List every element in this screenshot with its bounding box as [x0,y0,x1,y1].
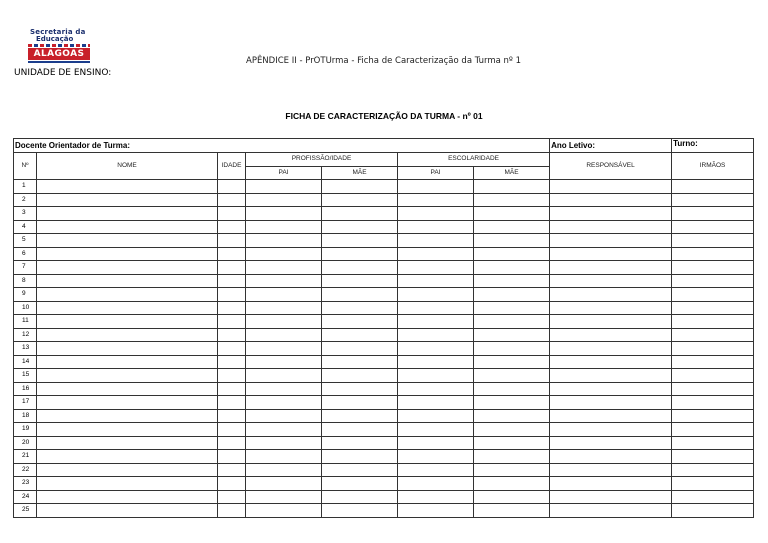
cell-profissao-mae[interactable] [322,423,398,437]
cell-profissao-mae[interactable] [322,369,398,383]
cell-escolaridade-mae[interactable] [474,409,550,423]
page-title: FICHA DE CARACTERIZAÇÃO DA TURMA - nº 01 [285,111,483,121]
cell-irmaos[interactable] [672,369,754,383]
row-number: 21 [14,450,37,464]
table-row [14,504,754,518]
cell-irmaos[interactable] [672,409,754,423]
cell-idade[interactable] [218,288,246,302]
cell-escolaridade-pai[interactable] [398,463,474,477]
cell-irmaos[interactable] [672,193,754,207]
cell-idade[interactable] [218,342,246,356]
row-number: 8 [14,274,37,288]
cell-idade[interactable] [218,382,246,396]
cell-profissao-pai[interactable] [246,423,322,437]
cell-profissao-pai[interactable] [246,409,322,423]
cell-escolaridade-pai[interactable] [398,180,474,194]
cell-irmaos[interactable] [672,274,754,288]
cell-nome[interactable] [37,382,218,396]
cell-nome[interactable] [37,436,218,450]
table-row [14,409,754,423]
cell-escolaridade-pai[interactable] [398,207,474,221]
cell-escolaridade-mae[interactable] [474,288,550,302]
secretaria-logo [18,28,98,66]
cell-responsavel[interactable] [550,274,672,288]
logo-stripe [28,44,90,47]
cell-escolaridade-pai[interactable] [398,423,474,437]
cell-escolaridade-mae[interactable] [474,463,550,477]
cell-responsavel[interactable] [550,234,672,248]
cell-idade[interactable] [218,369,246,383]
cell-responsavel[interactable] [550,207,672,221]
table-row [14,180,754,194]
cell-responsavel[interactable] [550,423,672,437]
unidade-label: UNIDADE DE ENSINO: [14,68,112,78]
cell-escolaridade-pai[interactable] [398,288,474,302]
docente-label: Docente Orientador de Turma: [14,139,550,153]
cell-idade[interactable] [218,396,246,410]
table-row [14,396,754,410]
cell-escolaridade-pai[interactable] [398,382,474,396]
cell-profissao-mae[interactable] [322,234,398,248]
cell-nome[interactable] [37,355,218,369]
cell-nome[interactable] [37,328,218,342]
cell-idade[interactable] [218,220,246,234]
cell-escolaridade-pai[interactable] [398,234,474,248]
cell-irmaos[interactable] [672,234,754,248]
col-profissao-pai: PAI [246,166,322,180]
cell-profissao-pai[interactable] [246,207,322,221]
cell-profissao-pai[interactable] [246,193,322,207]
cell-responsavel[interactable] [550,180,672,194]
cell-responsavel[interactable] [550,436,672,450]
cell-responsavel[interactable] [550,355,672,369]
cell-profissao-pai[interactable] [246,328,322,342]
row-number: 1 [14,180,37,194]
cell-profissao-mae[interactable] [322,193,398,207]
col-escolaridade-mae: MÃE [474,166,550,180]
cell-irmaos[interactable] [672,396,754,410]
cell-profissao-mae[interactable] [322,274,398,288]
cell-idade[interactable] [218,234,246,248]
cell-nome[interactable] [37,409,218,423]
cell-escolaridade-mae[interactable] [474,490,550,504]
table-row [14,261,754,275]
cell-escolaridade-mae[interactable] [474,274,550,288]
cell-profissao-mae[interactable] [322,342,398,356]
cell-nome[interactable] [37,261,218,275]
cell-nome[interactable] [37,396,218,410]
table-row [14,288,754,302]
cell-escolaridade-mae[interactable] [474,193,550,207]
col-irmaos: IRMÃOS [672,153,754,180]
cell-nome[interactable] [37,315,218,329]
cell-profissao-mae[interactable] [322,288,398,302]
cell-nome[interactable] [37,369,218,383]
cell-escolaridade-mae[interactable] [474,382,550,396]
cell-nome[interactable] [37,463,218,477]
cell-profissao-mae[interactable] [322,180,398,194]
cell-profissao-mae[interactable] [322,220,398,234]
cell-responsavel[interactable] [550,315,672,329]
cell-escolaridade-pai[interactable] [398,261,474,275]
cell-profissao-pai[interactable] [246,463,322,477]
cell-escolaridade-mae[interactable] [474,504,550,518]
row-number: 13 [14,342,37,356]
col-profissao: PROFISSÃO/IDADE [246,153,398,167]
cell-irmaos[interactable] [672,301,754,315]
cell-responsavel[interactable] [550,477,672,491]
row-number: 11 [14,315,37,329]
cell-idade[interactable] [218,315,246,329]
col-responsavel: RESPONSÁVEL [550,153,672,180]
cell-profissao-mae[interactable] [322,463,398,477]
cell-profissao-mae[interactable] [322,328,398,342]
cell-escolaridade-mae[interactable] [474,328,550,342]
table-row [14,342,754,356]
table-row [14,301,754,315]
cell-escolaridade-mae[interactable] [474,247,550,261]
cell-responsavel[interactable] [550,247,672,261]
cell-nome[interactable] [37,477,218,491]
cell-nome[interactable] [37,193,218,207]
cell-escolaridade-mae[interactable] [474,355,550,369]
row-number: 14 [14,355,37,369]
cell-profissao-pai[interactable] [246,436,322,450]
table-row [14,369,754,383]
cell-nome[interactable] [37,423,218,437]
table-row [14,436,754,450]
row-number: 17 [14,396,37,410]
cell-irmaos[interactable] [672,288,754,302]
apendice-title: APÊNDICE II - PrOTUrma - Ficha de Caracterização da Turma nº 1 [246,56,522,66]
cell-responsavel[interactable] [550,220,672,234]
cell-idade[interactable] [218,355,246,369]
row-number: 24 [14,490,37,504]
logo-brand: ALAGOAS [28,48,90,60]
cell-responsavel[interactable] [550,288,672,302]
col-num: Nº [14,153,37,180]
cell-escolaridade-mae[interactable] [474,261,550,275]
cell-idade[interactable] [218,450,246,464]
cell-escolaridade-pai[interactable] [398,369,474,383]
cell-profissao-pai[interactable] [246,234,322,248]
cell-irmaos[interactable] [672,504,754,518]
cell-profissao-pai[interactable] [246,490,322,504]
cell-idade[interactable] [218,274,246,288]
cell-escolaridade-pai[interactable] [398,315,474,329]
logo-line2: Educação [36,35,74,43]
cell-escolaridade-pai[interactable] [398,409,474,423]
table-row [14,477,754,491]
table-row [14,490,754,504]
row-number: 20 [14,436,37,450]
cell-nome[interactable] [37,288,218,302]
cell-profissao-mae[interactable] [322,396,398,410]
cell-responsavel[interactable] [550,193,672,207]
cell-escolaridade-pai[interactable] [398,193,474,207]
row-number: 19 [14,423,37,437]
cell-escolaridade-pai[interactable] [398,220,474,234]
cell-escolaridade-pai[interactable] [398,342,474,356]
table-row [14,315,754,329]
cell-idade[interactable] [218,463,246,477]
table-row [14,207,754,221]
cell-escolaridade-mae[interactable] [474,207,550,221]
cell-idade[interactable] [218,436,246,450]
row-number: 7 [14,261,37,275]
cell-irmaos[interactable] [672,220,754,234]
cell-responsavel[interactable] [550,450,672,464]
row-number: 6 [14,247,37,261]
cell-profissao-mae[interactable] [322,436,398,450]
cell-irmaos[interactable] [672,382,754,396]
row-number: 15 [14,369,37,383]
cell-idade[interactable] [218,477,246,491]
cell-nome[interactable] [37,342,218,356]
cell-responsavel[interactable] [550,490,672,504]
row-number: 23 [14,477,37,491]
cell-profissao-pai[interactable] [246,261,322,275]
cell-responsavel[interactable] [550,328,672,342]
table-row [14,450,754,464]
turno-label: Turno: [672,139,754,153]
cell-escolaridade-pai[interactable] [398,328,474,342]
table-row [14,193,754,207]
cell-escolaridade-pai[interactable] [398,355,474,369]
col-nome: NOME [37,153,218,180]
cell-escolaridade-mae[interactable] [474,369,550,383]
cell-profissao-mae[interactable] [322,409,398,423]
cell-nome[interactable] [37,490,218,504]
col-idade: IDADE [218,153,246,180]
cell-irmaos[interactable] [672,450,754,464]
cell-responsavel[interactable] [550,504,672,518]
cell-escolaridade-pai[interactable] [398,450,474,464]
cell-profissao-pai[interactable] [246,396,322,410]
cell-escolaridade-mae[interactable] [474,396,550,410]
cell-escolaridade-mae[interactable] [474,234,550,248]
ano-letivo-label: Ano Letivo: [550,139,672,153]
cell-irmaos[interactable] [672,261,754,275]
row-number: 18 [14,409,37,423]
row-number: 5 [14,234,37,248]
cell-escolaridade-pai[interactable] [398,396,474,410]
cell-responsavel[interactable] [550,396,672,410]
cell-nome[interactable] [37,450,218,464]
cell-profissao-mae[interactable] [322,207,398,221]
cell-escolaridade-pai[interactable] [398,490,474,504]
cell-idade[interactable] [218,193,246,207]
cell-escolaridade-pai[interactable] [398,477,474,491]
cell-profissao-mae[interactable] [322,315,398,329]
table-row [14,274,754,288]
col-profissao-mae: MÃE [322,166,398,180]
cell-irmaos[interactable] [672,436,754,450]
cell-irmaos[interactable] [672,355,754,369]
cell-profissao-mae[interactable] [322,355,398,369]
cell-profissao-pai[interactable] [246,274,322,288]
cell-irmaos[interactable] [672,342,754,356]
cell-nome[interactable] [37,301,218,315]
cell-profissao-mae[interactable] [322,301,398,315]
table-row [14,355,754,369]
row-number: 4 [14,220,37,234]
cell-idade[interactable] [218,180,246,194]
cell-profissao-mae[interactable] [322,504,398,518]
cell-idade[interactable] [218,207,246,221]
cell-irmaos[interactable] [672,328,754,342]
table-row [14,382,754,396]
table-row [14,423,754,437]
cell-escolaridade-mae[interactable] [474,450,550,464]
cell-profissao-pai[interactable] [246,288,322,302]
cell-idade[interactable] [218,423,246,437]
row-number: 25 [14,504,37,518]
cell-irmaos[interactable] [672,315,754,329]
row-number: 9 [14,288,37,302]
cell-irmaos[interactable] [672,207,754,221]
cell-escolaridade-pai[interactable] [398,504,474,518]
cell-profissao-pai[interactable] [246,180,322,194]
cell-irmaos[interactable] [672,477,754,491]
cell-escolaridade-mae[interactable] [474,477,550,491]
cell-escolaridade-mae[interactable] [474,180,550,194]
table-row [14,463,754,477]
cell-nome[interactable] [37,234,218,248]
cell-idade[interactable] [218,409,246,423]
cell-nome[interactable] [37,504,218,518]
cell-escolaridade-mae[interactable] [474,423,550,437]
cell-profissao-pai[interactable] [246,355,322,369]
cell-escolaridade-mae[interactable] [474,220,550,234]
cell-profissao-mae[interactable] [322,261,398,275]
cell-profissao-pai[interactable] [246,450,322,464]
ficha-table [13,138,754,518]
table-row [14,247,754,261]
cell-irmaos[interactable] [672,490,754,504]
row-number: 10 [14,301,37,315]
cell-nome[interactable] [37,220,218,234]
cell-profissao-mae[interactable] [322,450,398,464]
cell-idade[interactable] [218,301,246,315]
cell-escolaridade-mae[interactable] [474,436,550,450]
header-row-docente [14,139,754,153]
cell-profissao-mae[interactable] [322,477,398,491]
cell-profissao-pai[interactable] [246,382,322,396]
cell-nome[interactable] [37,274,218,288]
col-escolaridade-pai: PAI [398,166,474,180]
cell-nome[interactable] [37,207,218,221]
cell-profissao-mae[interactable] [322,490,398,504]
cell-responsavel[interactable] [550,261,672,275]
cell-profissao-pai[interactable] [246,369,322,383]
cell-escolaridade-pai[interactable] [398,274,474,288]
cell-profissao-pai[interactable] [246,477,322,491]
cell-responsavel[interactable] [550,369,672,383]
cell-escolaridade-mae[interactable] [474,301,550,315]
cell-idade[interactable] [218,261,246,275]
cell-escolaridade-pai[interactable] [398,247,474,261]
cell-nome[interactable] [37,180,218,194]
cell-escolaridade-pai[interactable] [398,301,474,315]
table-row [14,328,754,342]
cell-responsavel[interactable] [550,342,672,356]
cell-profissao-pai[interactable] [246,247,322,261]
cell-profissao-pai[interactable] [246,315,322,329]
cell-responsavel[interactable] [550,301,672,315]
row-number: 12 [14,328,37,342]
table-row [14,234,754,248]
cell-idade[interactable] [218,490,246,504]
col-escolaridade: ESCOLARIDADE [398,153,550,167]
cell-escolaridade-pai[interactable] [398,436,474,450]
row-number: 16 [14,382,37,396]
column-header-row [14,153,754,167]
cell-idade[interactable] [218,328,246,342]
row-number: 3 [14,207,37,221]
cell-profissao-pai[interactable] [246,504,322,518]
cell-profissao-mae[interactable] [322,382,398,396]
cell-irmaos[interactable] [672,463,754,477]
cell-idade[interactable] [218,247,246,261]
cell-irmaos[interactable] [672,180,754,194]
cell-responsavel[interactable] [550,409,672,423]
cell-idade[interactable] [218,504,246,518]
row-number: 2 [14,193,37,207]
row-number: 22 [14,463,37,477]
cell-irmaos[interactable] [672,423,754,437]
cell-responsavel[interactable] [550,463,672,477]
cell-escolaridade-mae[interactable] [474,342,550,356]
cell-profissao-pai[interactable] [246,220,322,234]
cell-responsavel[interactable] [550,382,672,396]
cell-irmaos[interactable] [672,247,754,261]
logo-line1: Secretaria da [30,28,86,36]
cell-profissao-mae[interactable] [322,247,398,261]
cell-profissao-pai[interactable] [246,342,322,356]
cell-escolaridade-mae[interactable] [474,315,550,329]
cell-nome[interactable] [37,247,218,261]
logo-underline [28,61,90,63]
cell-profissao-pai[interactable] [246,301,322,315]
table-row [14,220,754,234]
